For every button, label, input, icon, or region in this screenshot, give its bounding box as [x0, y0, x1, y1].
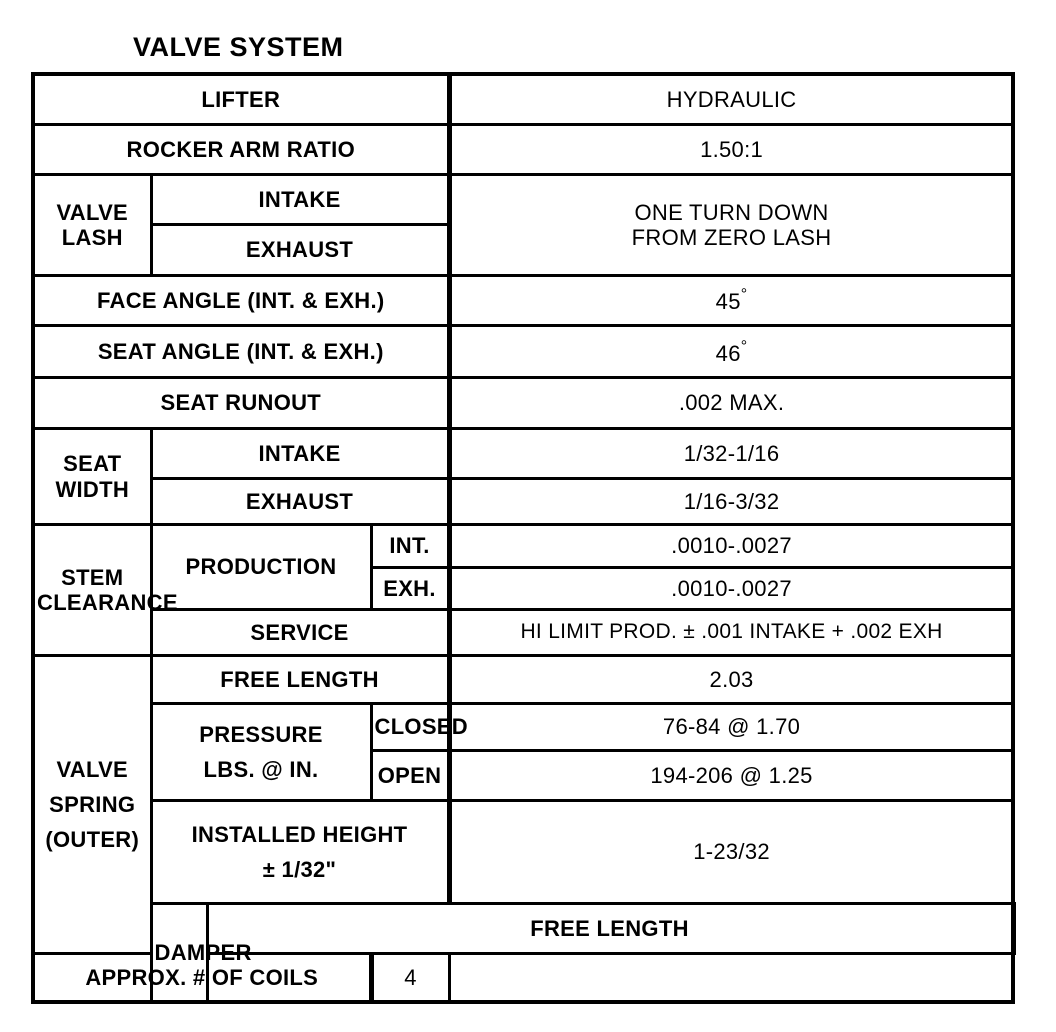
stem-exh-value: .0010-.0027	[449, 567, 1013, 609]
stem-clearance-label-line2: CLEARANCE	[37, 590, 178, 616]
stem-int-label: INT.	[371, 525, 449, 567]
seat-width-intake-value: 1/32-1/16	[449, 428, 1013, 478]
valve-spring-free-length-value: 2.03	[449, 656, 1013, 704]
table-row-stem-clearance-service	[33, 609, 1013, 655]
table-row-stem-clearance-int	[33, 525, 1013, 567]
pressure-label-line1: PRESSURE	[199, 722, 323, 748]
rocker-arm-ratio-label: ROCKER ARM RATIO	[33, 124, 449, 174]
seat-width-label-line1: SEAT	[63, 451, 122, 477]
production-label: PRODUCTION	[151, 525, 371, 610]
seat-width-exhaust-value: 1/16-3/32	[449, 479, 1013, 525]
table-row-damper-free-length	[33, 903, 1013, 953]
valve-system-table	[31, 72, 1015, 1004]
valve-lash-exhaust-label: EXHAUST	[151, 225, 449, 275]
valve-lash-label-line1: VALVE	[56, 199, 129, 225]
damper-coils-value: 4	[371, 954, 449, 1002]
page-title: VALVE SYSTEM	[133, 32, 344, 62]
service-value: HI LIMIT PROD. ± .001 INTAKE + .002 EXH	[449, 609, 1013, 655]
stem-int-value: .0010-.0027	[449, 525, 1013, 567]
stem-clearance-label	[33, 525, 178, 656]
service-label: SERVICE	[151, 609, 449, 655]
table-row-seat-angle	[33, 326, 1013, 378]
seat-width-label	[33, 428, 151, 525]
table-row-seat-width-intake	[33, 428, 1013, 478]
seat-angle-cell	[449, 326, 1013, 378]
table-row-installed-height	[33, 801, 1013, 904]
degree-symbol: °	[740, 337, 748, 355]
face-angle-cell	[449, 275, 1013, 325]
seat-angle-label: SEAT ANGLE (INT. & EXH.)	[33, 326, 449, 378]
rocker-arm-ratio-value: 1.50:1	[449, 124, 1013, 174]
valve-lash-label-line2: LASH	[61, 224, 123, 250]
seat-runout-value: .002 MAX.	[449, 378, 1013, 428]
seat-runout-label: SEAT RUNOUT	[33, 378, 449, 428]
valve-lash-intake-label: INTAKE	[151, 175, 449, 225]
installed-height-value: 1-23/32	[449, 801, 1013, 904]
seat-width-intake-label: INTAKE	[151, 428, 449, 478]
stem-clearance-label-line1: STEM	[61, 564, 124, 590]
pressure-label-line2: LBS. @ IN.	[203, 757, 319, 783]
damper-coils-label: APPROX. # OF COILS	[33, 954, 371, 1002]
closed-label: CLOSED	[371, 704, 449, 750]
valve-lash-value-line2: FROM ZERO LASH	[631, 224, 832, 250]
installed-height-label-line1: INSTALLED HEIGHT	[191, 821, 408, 847]
table-row-seat-width-exhaust	[33, 479, 1013, 525]
valve-spring-label	[33, 656, 151, 954]
installed-height-label-line2: ± 1/32"	[262, 856, 337, 882]
seat-angle-value: 46	[715, 340, 741, 366]
stem-exh-label: EXH.	[371, 567, 449, 609]
lifter-label: LIFTER	[33, 74, 449, 124]
face-angle-value: 45	[715, 289, 741, 315]
table-row-valve-spring-closed	[33, 704, 1013, 750]
valve-lash-value-line1: ONE TURN DOWN	[634, 199, 829, 225]
table-row-valve-lash-intake	[33, 175, 1013, 225]
face-angle-label: FACE ANGLE (INT. & EXH.)	[33, 275, 449, 325]
table-row-lifter	[33, 74, 1013, 124]
open-value: 194-206 @ 1.25	[449, 750, 1013, 800]
valve-spring-label-line3: (OUTER)	[45, 827, 140, 853]
damper-label: DAMPER	[151, 903, 207, 1002]
table-row-seat-runout	[33, 378, 1013, 428]
seat-width-exhaust-label: EXHAUST	[151, 479, 449, 525]
valve-lash-label	[33, 175, 151, 276]
valve-lash-value	[449, 175, 1013, 276]
valve-spring-label-line1: VALVE	[56, 756, 129, 782]
valve-spring-label-line2: SPRING	[49, 791, 136, 817]
closed-value: 76-84 @ 1.70	[449, 704, 1013, 750]
table-row-valve-spring-free-length	[33, 656, 1013, 704]
installed-height-label	[151, 801, 449, 904]
open-label: OPEN	[371, 750, 449, 800]
valve-spring-free-length-label: FREE LENGTH	[151, 656, 449, 704]
table-row-face-angle	[33, 275, 1013, 325]
seat-width-label-line2: WIDTH	[55, 476, 130, 502]
damper-free-length-label: FREE LENGTH	[207, 903, 1013, 953]
table-row-rocker-arm-ratio	[33, 124, 1013, 174]
lifter-value: HYDRAULIC	[449, 74, 1013, 124]
degree-symbol: °	[740, 286, 748, 304]
pressure-label	[151, 704, 371, 801]
